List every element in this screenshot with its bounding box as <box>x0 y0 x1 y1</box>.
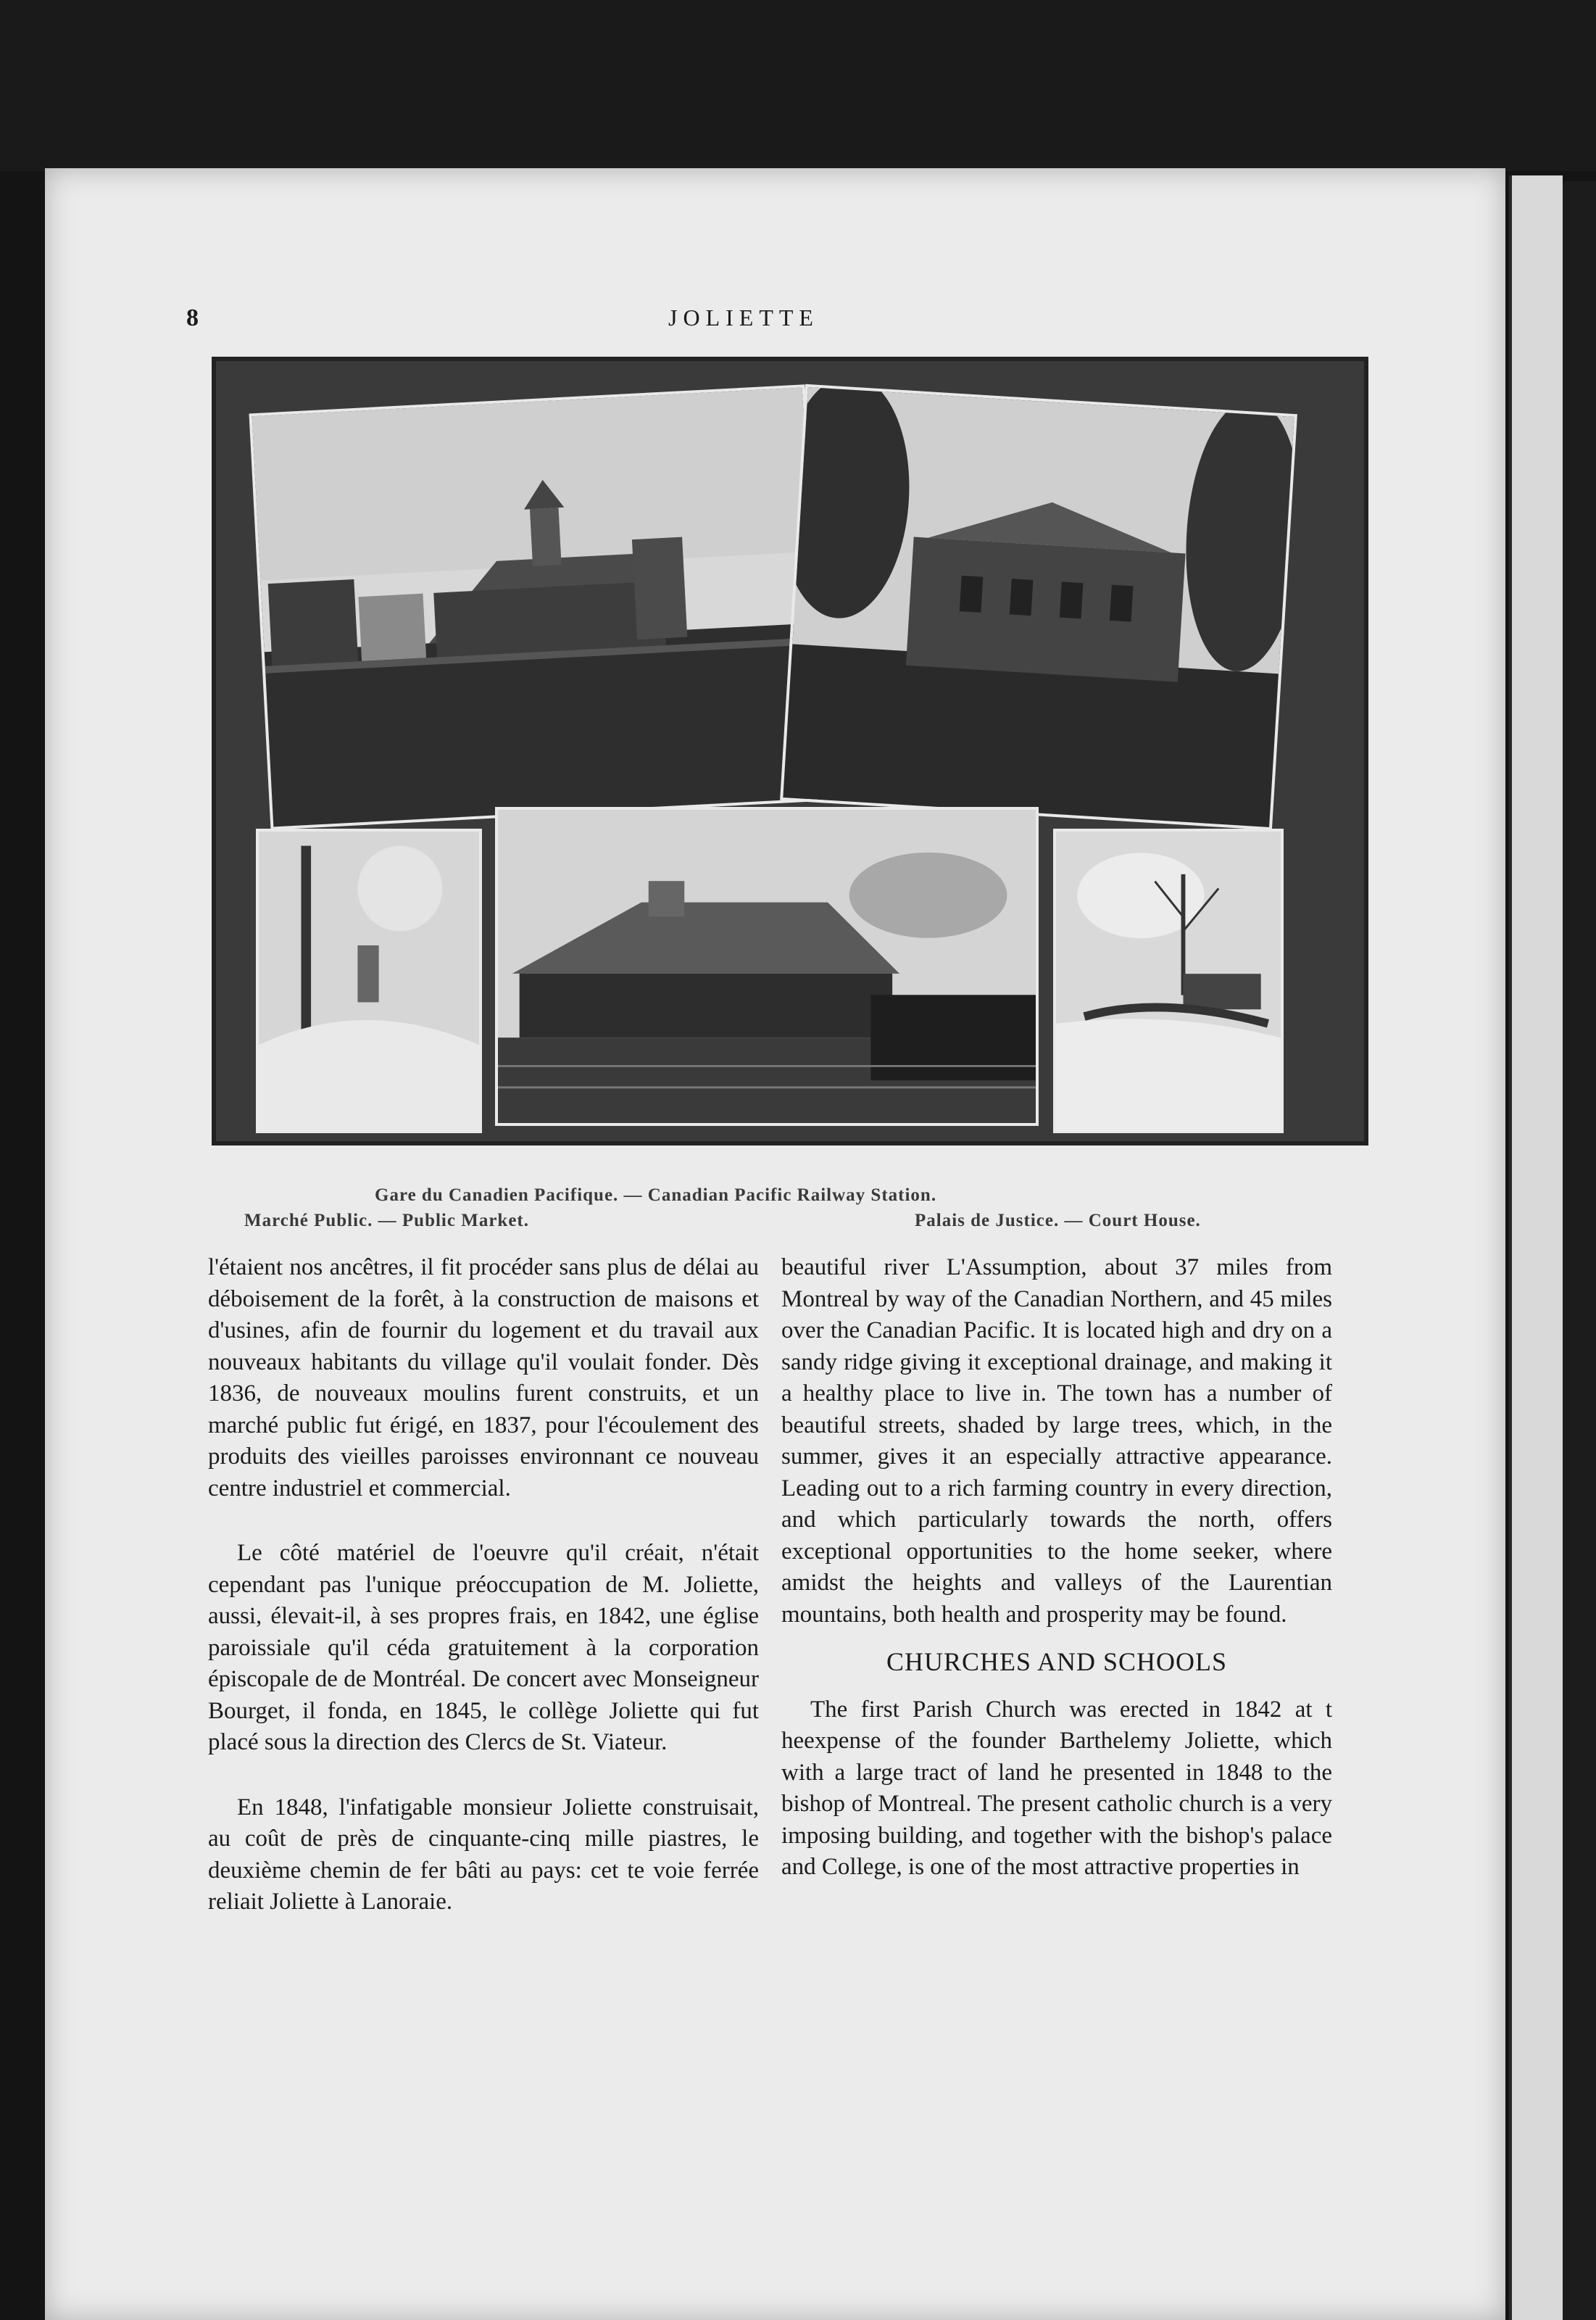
facing-page-edge <box>1509 175 1563 2320</box>
book-page <box>45 168 1505 2320</box>
page-number: 8 <box>186 304 199 331</box>
paragraph: Le côté matériel de l'oeuvre qu'il créait, n'était cependant pas l'unique préoccupation de M. Joliette, aussi, élevait-il, à ses propres frais, en 1842, une église paroissiale qu'il céda gratuitement à la corporation épiscopale de de Montréal. De concert avec Monseigneur Bourget, il fonda, en 1845, le collège Joliette qui fut placé sous la direction des Clercs de St. Viateur. <box>208 1540 759 1755</box>
running-head: JOLIETTE <box>668 304 819 331</box>
photo-winter-vignette-left <box>256 829 482 1133</box>
paragraph: beautiful river L'Assumption, about 37 miles from Montreal by way of the Canadian Northern, and 45 miles over the Canadian Pacific. It is located high and dry on a sandy ridge giving it exceptional drainage, and making it a healthy place to live in. The town has a number of beautiful streets, shaded by large trees, which, in the summer, gives it an especially attractive appearance. Leading out to a rich farming country in every direction, and which particularly towards the north, offers exceptional opportunities to the home seeker, where amidst the heights and valleys of the Laurentian mountains, both health and prosperity may be found. <box>781 1254 1332 1628</box>
photo-plate <box>212 357 1368 1146</box>
photo-public-market <box>249 384 826 829</box>
paragraph: l'étaient nos ancêtres, il fit procéder sans plus de délai au déboisement de la forêt, à la construction de maisons et d'usines, afin de fournir du logement et du travail aux nouveaux habitants du village qu'il voulait fonder. Dès 1836, de nouveaux moulins furent construits, et un marché public fut érigé, en 1837, pour l'écoulement des produits des vieilles paroisses environnant ce nouveau centre industriel et commercial. <box>208 1254 759 1501</box>
caption-public-market: Marché Public. — Public Market. <box>244 1211 529 1230</box>
paragraph: En 1848, l'infatigable monsieur Joliette construisait, au coût de près de cinquante-cinq mille piastres, le deuxième chemin de fer bâti au pays: cet te voie ferrée reliait Joliette à Lanoraie. <box>208 1794 759 1915</box>
caption-railway-station: Gare du Canadien Pacifique. — Canadian Pacific Railway Station. <box>375 1185 937 1205</box>
right-column-english <box>781 1252 1332 1917</box>
paragraph: The first Parish Church was erected in 1842 at t heexpense of the founder Barthelemy Joliette, which with a large tract of land he presented in 1848 to the bishop of Montreal. The present catholic church is a very imposing building, and together with the bishop's palace and College, is one of the most attractive properties in <box>781 1696 1332 1880</box>
photo-railway-station <box>495 807 1039 1126</box>
scan-background-top <box>0 0 1596 171</box>
photo-court-house <box>780 384 1297 830</box>
section-heading: CHURCHES AND SCHOOLS <box>886 1647 1228 1676</box>
photo-winter-vignette-right <box>1053 829 1284 1133</box>
caption-court-house: Palais de Justice. — Court House. <box>915 1211 1201 1230</box>
left-column-french <box>208 1252 759 1952</box>
